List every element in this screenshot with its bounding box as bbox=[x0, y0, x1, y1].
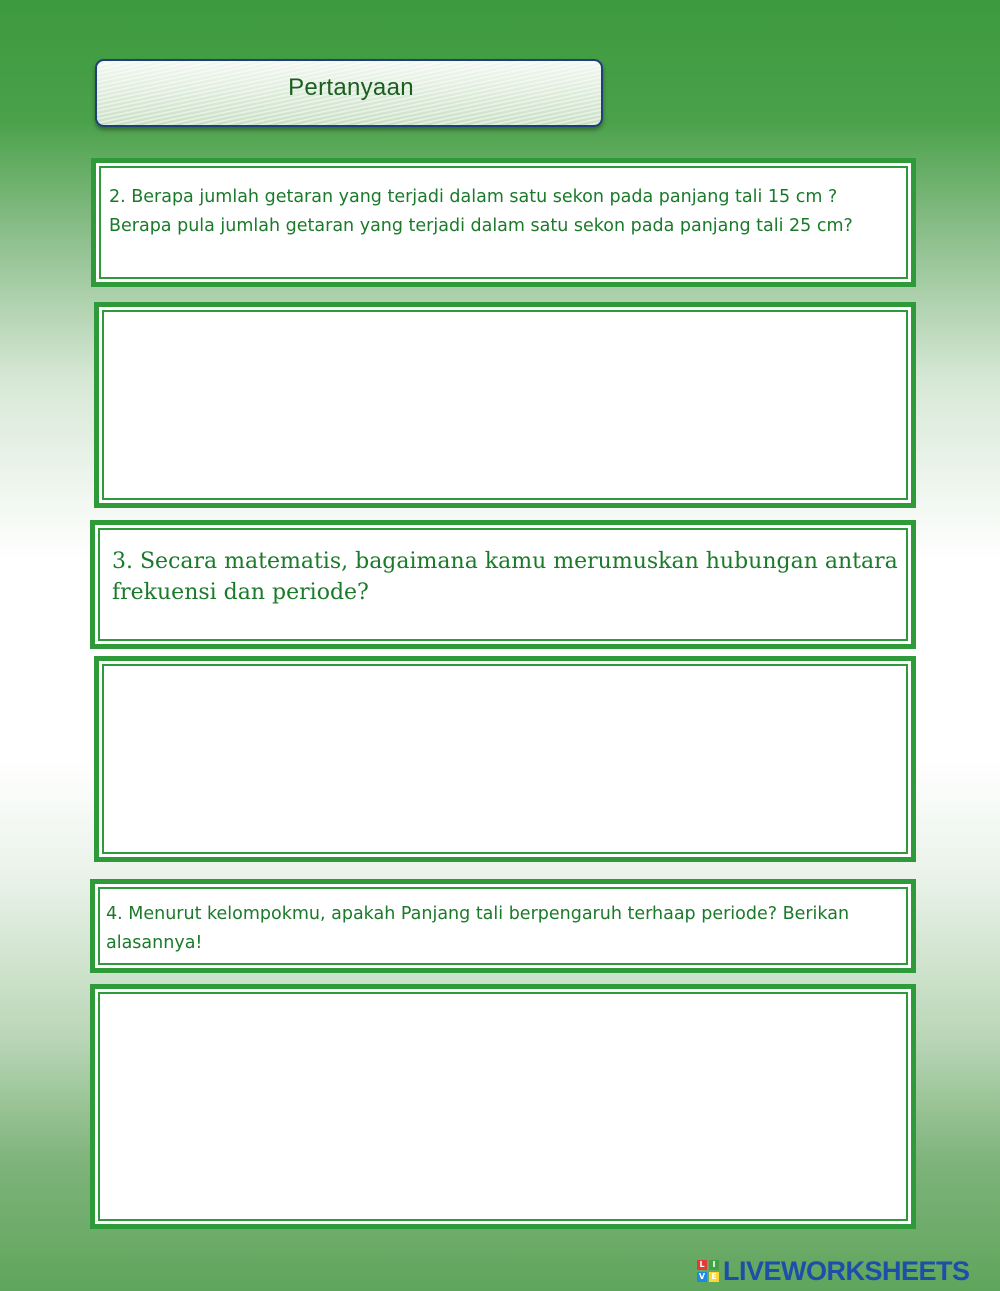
question-2-line-1: 2. Berapa jumlah getaran yang terjadi dalam satu sekon pada panjang tali 15 cm ? bbox=[109, 187, 838, 207]
question-box-4 bbox=[90, 879, 916, 973]
question-box-3 bbox=[90, 520, 916, 649]
answer-box-4[interactable] bbox=[90, 984, 916, 1229]
answer-input-4[interactable] bbox=[98, 992, 908, 1221]
logo-text: LIVEWORKSHEETS bbox=[723, 1255, 970, 1286]
question-text-4 bbox=[106, 900, 849, 958]
live-grid-cell-e: E bbox=[709, 1272, 719, 1282]
question-box-2 bbox=[91, 158, 916, 287]
question-2-line-2: Berapa pula jumlah getaran yang terjadi dalam satu sekon pada panjang tali 25 cm? bbox=[109, 216, 853, 236]
live-grid-cell-v: V bbox=[698, 1272, 706, 1281]
answer-input-3[interactable] bbox=[102, 664, 908, 854]
liveworksheets-logo[interactable] bbox=[697, 1256, 970, 1286]
answer-box-2[interactable] bbox=[94, 302, 916, 508]
page-title: Pertanyaan bbox=[288, 74, 414, 101]
question-3-line-2: frekuensi dan periode? bbox=[112, 580, 369, 605]
question-text-2 bbox=[109, 183, 853, 241]
live-grid-icon bbox=[697, 1260, 719, 1282]
title-banner bbox=[95, 59, 603, 127]
answer-input-2[interactable] bbox=[102, 310, 908, 500]
question-4-line-1: 4. Menurut kelompokmu, apakah Panjang tali berpengaruh terhaap periode? Berikan bbox=[106, 904, 850, 924]
answer-box-3[interactable] bbox=[94, 656, 916, 862]
question-text-3 bbox=[112, 546, 898, 608]
live-grid-cell-l: L bbox=[697, 1260, 707, 1270]
question-3-line-1: 3. Secara matematis, bagaimana kamu merumuskan hubungan antara bbox=[112, 549, 898, 574]
live-grid-cell-i: I bbox=[709, 1260, 719, 1270]
question-4-line-2: alasannya! bbox=[106, 933, 203, 953]
